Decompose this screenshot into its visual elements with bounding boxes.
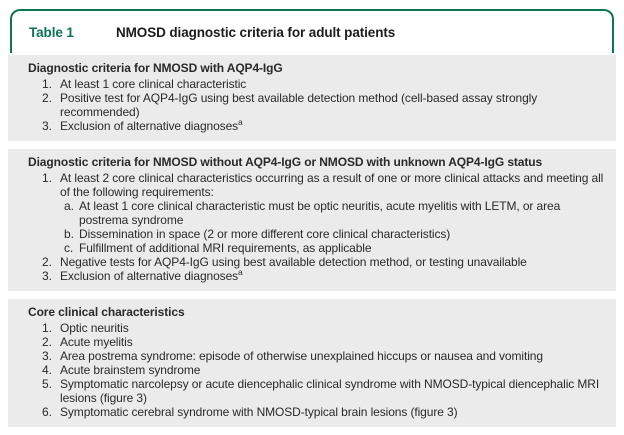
subitem-text: Fulfillment of additional MRI requirements, as applicable: [79, 241, 372, 255]
section-criteria-with-aqp4: [8, 55, 616, 141]
list-item: [28, 349, 604, 363]
section-heading: Core clinical characteristics: [28, 305, 185, 319]
section-core-characteristics: [8, 299, 616, 427]
item-text: Negative tests for AQP4-IgG using best available detection method, or testing unavailable: [60, 255, 527, 269]
item-text: Acute myelitis: [60, 335, 133, 349]
table-label: Table 1: [29, 24, 74, 40]
list-item: [28, 91, 604, 119]
item-number: 3.: [42, 269, 52, 283]
table-figure: [0, 9, 624, 435]
subitem-text: Dissemination in space (2 or more different core clinical characteristics): [79, 227, 451, 241]
subitem-letter: b.: [64, 227, 74, 241]
list-item: [28, 269, 604, 283]
item-text: Positive test for AQP4-IgG using best available detection method (cell-based assay strongly recommended): [60, 91, 538, 119]
footnote-marker: a: [238, 117, 243, 127]
item-number: 1.: [42, 321, 52, 335]
list-item: [28, 77, 604, 91]
item-number: 3.: [42, 349, 52, 363]
item-text-main: Exclusion of alternative diagnoses: [60, 269, 239, 283]
item-number: 1.: [42, 77, 52, 91]
item-text-main: Exclusion of alternative diagnoses: [60, 119, 239, 133]
table-header-box: [10, 9, 614, 53]
item-text: Symptomatic cerebral syndrome with NMOSD-typical brain lesions (figure 3): [60, 405, 458, 419]
table-body: [0, 55, 624, 427]
table-title: NMOSD diagnostic criteria for adult patients: [116, 24, 396, 40]
section-heading: Diagnostic criteria for NMOSD with AQP4-IgG: [28, 61, 283, 75]
list-item: [28, 377, 604, 405]
item-number: 2.: [42, 255, 52, 269]
list-item: [28, 119, 604, 133]
item-text: [60, 171, 604, 255]
list-item: [28, 335, 604, 349]
item-number: 6.: [42, 405, 52, 419]
item-text: Symptomatic narcolepsy or acute diencephalic clinical syndrome with NMOSD-typical diencephalic MRI lesions (figure 3): [60, 377, 600, 405]
sub-list-item: [60, 241, 604, 255]
item-text: [60, 269, 604, 283]
subitem-letter: a.: [64, 199, 74, 213]
list-item: [28, 363, 604, 377]
sub-list-item: [60, 227, 604, 241]
list-item: [28, 321, 604, 335]
item-number: 2.: [42, 91, 52, 105]
sub-list-item: [60, 199, 604, 227]
item-number: 3.: [42, 119, 52, 133]
item-text: Area postrema syndrome: episode of otherwise unexplained hiccups or nausea and vomiting: [60, 349, 543, 363]
item-text: [60, 119, 604, 133]
subitem-letter: c.: [64, 241, 74, 255]
list-item: [28, 405, 604, 419]
footnote-marker: a: [238, 267, 243, 277]
item-text: Optic neuritis: [60, 321, 129, 335]
item-number: 1.: [42, 171, 52, 185]
item-number: 5.: [42, 377, 52, 391]
list-item: [28, 171, 604, 255]
item-text: At least 1 core clinical characteristic: [60, 77, 247, 91]
item-text: Acute brainstem syndrome: [60, 363, 201, 377]
subitem-text: At least 1 core clinical characteristic must be optic neuritis, acute myelitis with LETM, or area postrema syndrome: [79, 199, 561, 227]
item-number: 2.: [42, 335, 52, 349]
item-number: 4.: [42, 363, 52, 377]
section-heading: Diagnostic criteria for NMOSD without AQP4-IgG or NMOSD with unknown AQP4-IgG status: [28, 155, 543, 169]
list-item: [28, 255, 604, 269]
section-criteria-without-aqp4: [8, 149, 616, 291]
item-text-main: At least 2 core clinical characteristics occurring as a result of one or more clinical attacks and meeting all of the following requirements:: [60, 171, 604, 199]
